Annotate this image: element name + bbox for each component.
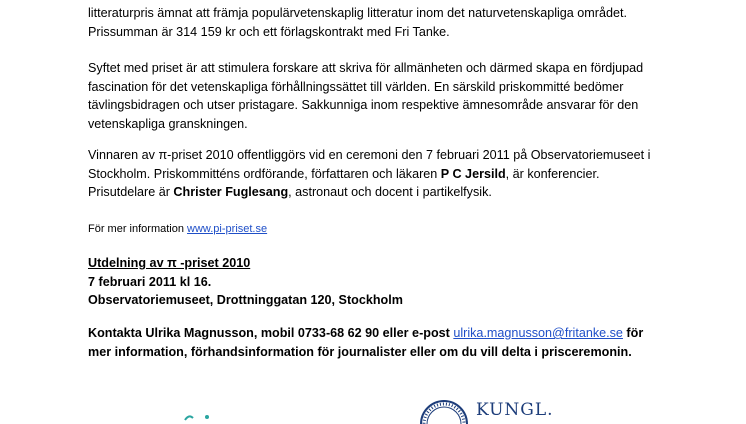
more-info-label: För mer information bbox=[88, 223, 188, 235]
event-block bbox=[88, 254, 708, 310]
purpose-line: Syftet med priset är att stimulera forskare att skriva för allmänheten och därmed skapa en fördjupad bbox=[88, 61, 644, 75]
winner-line: Prisutdelare är Christer Fuglesang, astronaut och docent i partikelfysik. bbox=[88, 185, 492, 199]
website-link[interactable]: www.pi-priset.se bbox=[187, 223, 268, 235]
event-date: 7 februari 2011 kl 16. bbox=[88, 274, 212, 289]
more-info bbox=[88, 222, 708, 236]
intro-paragraph bbox=[88, 4, 708, 41]
event-heading: Utdelning av π -priset 2010 bbox=[88, 256, 251, 270]
purpose-line: vetenskapliga granskningen. bbox=[88, 116, 248, 131]
academy-seal-icon bbox=[418, 398, 470, 424]
intro-line: litteraturpris ämnat att främja populärvetenskaplig litteratur inom det naturvetenskapliga området. bbox=[88, 6, 628, 20]
purpose-line: tävlingsbidragen och utser pristagare. Sakkunniga inom respektive ämnesområde ansvarar för den bbox=[88, 98, 639, 112]
fuglesang-name: Christer Fuglesang bbox=[173, 185, 289, 199]
jersild-name: P C Jersild bbox=[440, 166, 506, 181]
email-link[interactable]: ulrika.magnusson@fritanke.se bbox=[453, 326, 623, 340]
event-place: Observatoriemuseet, Drottninggatan 120, Stockholm bbox=[88, 293, 403, 307]
intro-line: Prissumman är 314 159 kr och ett förlagskontrakt med Fri Tanke. bbox=[88, 24, 450, 39]
purpose-line: fascination för det vetenskapliga förhållningssättet till världen. En särskild priskommitté bedömer bbox=[88, 79, 624, 94]
purpose-paragraph bbox=[88, 59, 708, 133]
winner-line: Stockholm. Priskommitténs ordförande, författaren och läkaren P C Jersild, är konferencier. bbox=[88, 166, 600, 181]
contact-block bbox=[88, 324, 708, 361]
academy-name: KUNGL. bbox=[476, 400, 554, 420]
contact-line: Kontakta Ulrika Magnusson, mobil 0733-68 62 90 eller e-post ulrika.magnusson@fritanke.se för bbox=[88, 326, 644, 340]
partner-logo-left bbox=[183, 412, 213, 422]
winner-paragraph bbox=[88, 146, 708, 202]
contact-line: mer information, förhandsinformation för journalister eller om du vill delta i prisceremonin. bbox=[88, 344, 632, 359]
winner-line: Vinnaren av π-priset 2010 offentliggörs vid en ceremoni den 7 februari 2011 på Observatoriemuseet i bbox=[88, 148, 651, 162]
